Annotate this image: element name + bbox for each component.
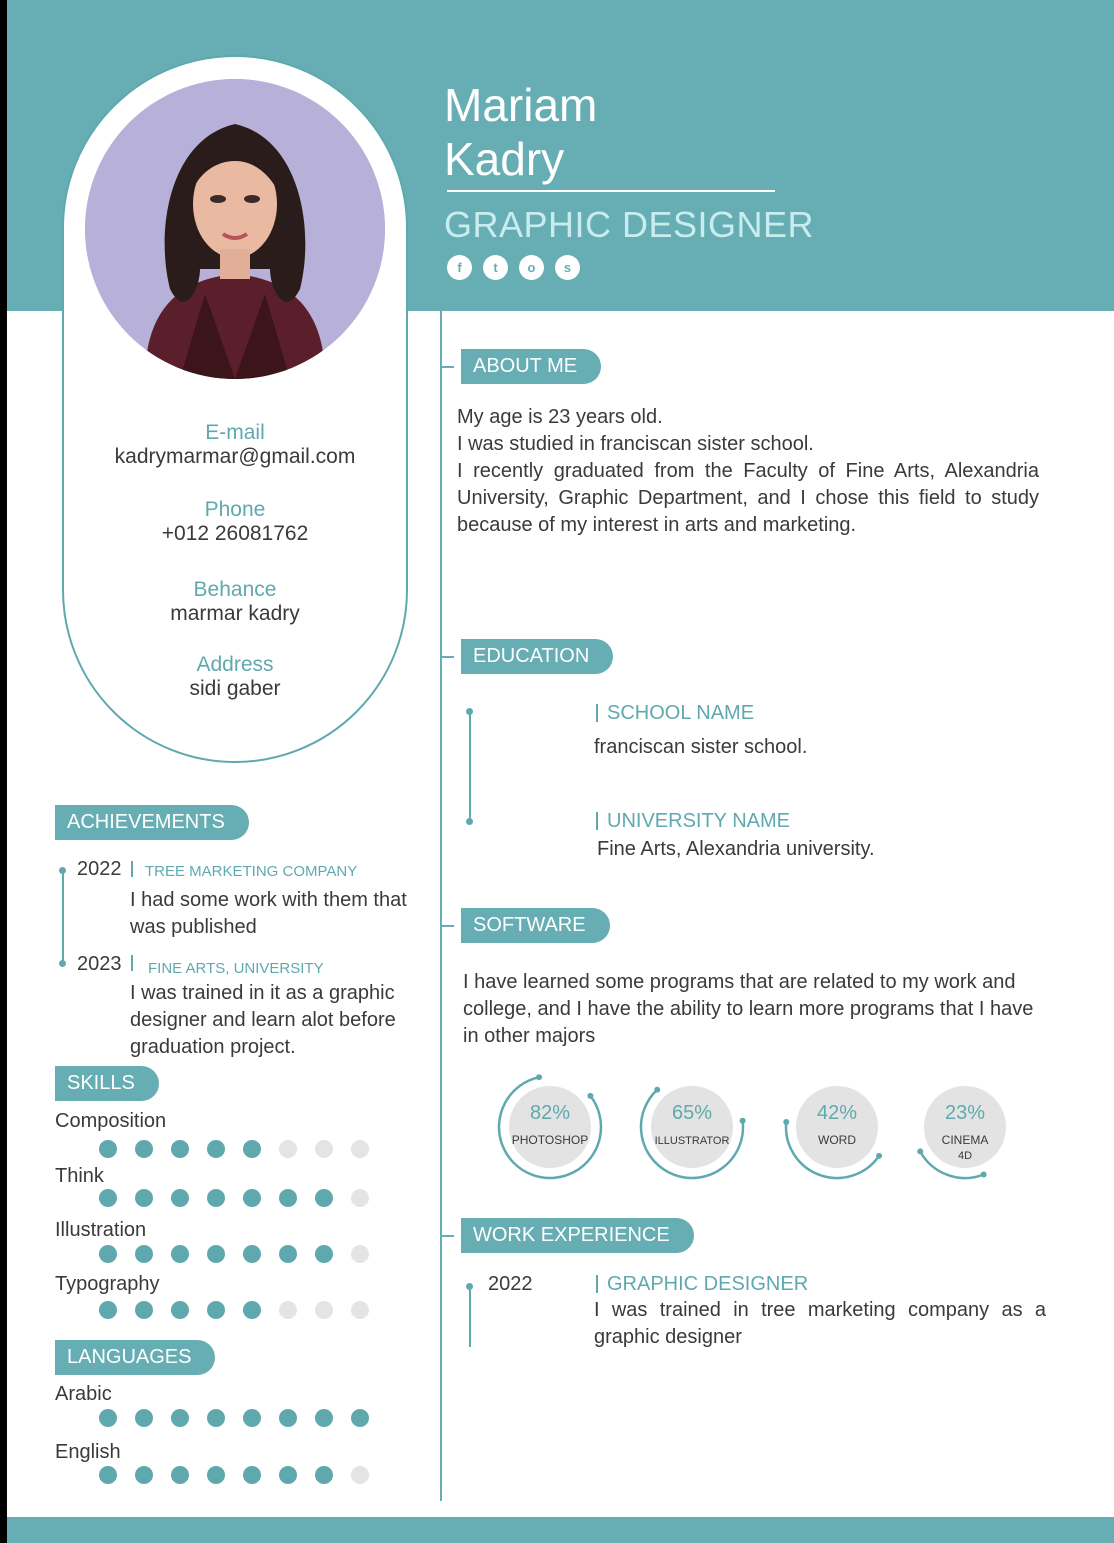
about-tick	[442, 366, 454, 368]
gauge-software-name: CINEMA	[941, 1133, 989, 1147]
email-label: E-mail	[205, 421, 265, 444]
rating-dot	[171, 1189, 189, 1207]
rating-dot	[207, 1301, 225, 1319]
gauge-end-dot	[981, 1171, 987, 1177]
language-name: English	[55, 1441, 121, 1463]
software-gauge	[782, 1072, 892, 1182]
about-line-1: My age is 23 years old.	[457, 406, 663, 428]
gauge-software-name-2: 4D	[957, 1150, 973, 1162]
rating-dot	[315, 1189, 333, 1207]
rating-dot	[99, 1189, 117, 1207]
skill-rating	[99, 1140, 369, 1158]
language-name: Arabic	[55, 1383, 112, 1405]
rating-dot	[135, 1466, 153, 1484]
rating-dot	[171, 1409, 189, 1427]
rating-dot	[135, 1189, 153, 1207]
phone-value[interactable]: +012 26081762	[161, 522, 309, 545]
rating-dot	[171, 1301, 189, 1319]
skill-name: Composition	[55, 1110, 167, 1132]
contact-email	[64, 421, 406, 469]
about-text	[457, 404, 1039, 539]
address-value: sidi gaber	[189, 677, 281, 700]
achievement-dot-2	[59, 960, 66, 967]
achievement-bar-2	[131, 955, 133, 971]
achievement-org-1: TREE MARKETING COMPANY	[145, 863, 358, 880]
gauge-end-dot	[917, 1148, 923, 1154]
software-gauge	[637, 1072, 747, 1182]
rating-dot	[135, 1140, 153, 1158]
rating-dot	[99, 1140, 117, 1158]
rating-dot	[207, 1189, 225, 1207]
gauge-percent: 42%	[816, 1102, 858, 1124]
rating-dot	[171, 1245, 189, 1263]
rating-dot	[315, 1140, 333, 1158]
contact-phone	[64, 498, 406, 546]
university-value: Fine Arts, Alexandria university.	[597, 838, 875, 860]
rating-dot	[279, 1466, 297, 1484]
rating-dot	[243, 1409, 261, 1427]
about-heading: ABOUT ME	[461, 349, 601, 384]
gauge-percent: 65%	[671, 1102, 713, 1124]
rating-dot	[99, 1301, 117, 1319]
language-rating	[99, 1466, 369, 1484]
languages-heading: LANGUAGES	[55, 1340, 215, 1375]
skills-heading: SKILLS	[55, 1066, 159, 1101]
achievement-year-2: 2023	[77, 953, 122, 975]
work-title: GRAPHIC DESIGNER	[607, 1273, 809, 1295]
social-links	[447, 255, 580, 280]
name-underline	[447, 190, 775, 192]
gauge-ring	[910, 1072, 1020, 1182]
language-rating	[99, 1409, 369, 1427]
achievement-year-1: 2022	[77, 858, 122, 880]
work-title-bar	[596, 1275, 598, 1293]
gauge-disc	[796, 1086, 878, 1168]
school-label: SCHOOL NAME	[607, 702, 755, 724]
behance-label: Behance	[193, 578, 277, 601]
rating-dot	[279, 1140, 297, 1158]
rating-dot	[207, 1245, 225, 1263]
rating-dot	[351, 1140, 369, 1158]
skill-rating	[99, 1189, 369, 1207]
rating-dot	[279, 1409, 297, 1427]
rating-dot	[135, 1245, 153, 1263]
rating-dot	[315, 1245, 333, 1263]
software-gauge	[495, 1072, 605, 1182]
rating-dot	[351, 1245, 369, 1263]
education-timeline	[469, 712, 471, 822]
rating-dot	[135, 1409, 153, 1427]
first-name: Mariam	[444, 79, 598, 131]
twitter-icon[interactable]: t	[483, 255, 508, 280]
gauge-ring	[782, 1072, 892, 1182]
email-value[interactable]: kadrymarmar@gmail.com	[114, 445, 356, 468]
rating-dot	[207, 1409, 225, 1427]
job-title: GRAPHIC DESIGNER	[444, 204, 815, 245]
education-heading: EDUCATION	[461, 639, 613, 674]
skill-name: Typography	[55, 1273, 160, 1295]
gauge-end-dot	[654, 1087, 660, 1093]
gauge-software-name: WORD	[818, 1133, 856, 1147]
gauge-end-dot	[587, 1093, 593, 1099]
rating-dot	[243, 1466, 261, 1484]
achievement-desc-2: I was trained in it as a graphic designer and learn alot before graduation project.	[130, 982, 396, 1058]
rating-dot	[279, 1301, 297, 1319]
skill-name: Think	[55, 1165, 104, 1187]
profile-photo	[85, 79, 385, 379]
rating-dot	[171, 1466, 189, 1484]
rating-dot	[279, 1245, 297, 1263]
work-year: 2022	[488, 1273, 533, 1295]
gauge-percent: 82%	[529, 1102, 571, 1124]
rating-dot	[171, 1140, 189, 1158]
skill-rating	[99, 1301, 369, 1319]
work-desc: I was trained in tree marketing company as a graphic designer	[594, 1299, 1046, 1348]
rating-dot	[243, 1140, 261, 1158]
rating-dot	[279, 1189, 297, 1207]
rating-dot	[243, 1189, 261, 1207]
rating-dot	[207, 1140, 225, 1158]
gauge-ring	[495, 1072, 605, 1182]
software-gauge	[910, 1072, 1020, 1182]
skill-name: Illustration	[55, 1219, 147, 1241]
work-timeline	[469, 1287, 471, 1347]
rating-dot	[99, 1245, 117, 1263]
rating-dot	[243, 1301, 261, 1319]
rating-dot	[99, 1466, 117, 1484]
column-divider	[440, 311, 442, 1501]
software-intro: I have learned some programs that are related to my work and college, and I have the ability to learn more programs that I have in other majors	[463, 971, 1034, 1047]
rating-dot	[351, 1466, 369, 1484]
portrait-illustration	[85, 79, 385, 379]
behance-value[interactable]: marmar kadry	[170, 602, 300, 625]
achievement-org-2: FINE ARTS, UNIVERSITY	[148, 960, 324, 977]
rating-dot	[99, 1409, 117, 1427]
software-heading: SOFTWARE	[461, 908, 610, 943]
gauge-end-dot	[536, 1074, 542, 1080]
contact-address	[64, 653, 406, 701]
about-line-3: I recently graduated from the Faculty of Fine Arts, Alexandria University, Graphic Department, and I chose this field to study because of my interest in arts and marketing.	[457, 460, 1039, 536]
contact-behance	[64, 578, 406, 626]
achievement-desc-1: I had some work with them that was published	[130, 889, 407, 938]
work-heading: WORK EXPERIENCE	[461, 1218, 694, 1253]
phone-label: Phone	[204, 498, 266, 521]
rating-dot	[351, 1189, 369, 1207]
gauge-end-dot	[740, 1118, 746, 1124]
facebook-icon[interactable]: f	[447, 255, 472, 280]
software-tick	[442, 925, 454, 927]
gauge-software-name: PHOTOSHOP	[511, 1133, 589, 1147]
gauge-software-name: ILLUSTRATOR	[654, 1135, 730, 1147]
rating-dot	[207, 1466, 225, 1484]
achievement-bar-1	[131, 861, 133, 877]
university-label: UNIVERSITY NAME	[607, 810, 790, 832]
education-dot-2	[466, 818, 473, 825]
rating-dot	[243, 1245, 261, 1263]
rating-dot	[315, 1466, 333, 1484]
education-tick	[442, 656, 454, 658]
rating-dot	[315, 1301, 333, 1319]
gauge-percent: 23%	[944, 1102, 986, 1124]
work-tick	[442, 1235, 454, 1237]
rating-dot	[351, 1301, 369, 1319]
footer-band	[7, 1517, 1114, 1543]
rating-dot	[351, 1409, 369, 1427]
achievements-heading: ACHIEVEMENTS	[55, 805, 249, 840]
instagram-icon[interactable]: o	[519, 255, 544, 280]
gauge-disc	[509, 1086, 591, 1168]
last-name: Kadry	[444, 133, 565, 185]
resume-page	[7, 0, 1114, 1543]
rating-dot	[135, 1301, 153, 1319]
rating-dot	[315, 1409, 333, 1427]
gauge-end-dot	[876, 1153, 882, 1159]
school-label-bar	[596, 704, 598, 722]
skype-icon[interactable]: s	[555, 255, 580, 280]
about-line-2: I was studied in franciscan sister school.	[457, 433, 814, 455]
school-value: franciscan sister school.	[594, 736, 808, 758]
address-label: Address	[196, 653, 274, 676]
achievements-timeline	[62, 871, 64, 963]
gauge-ring	[637, 1072, 747, 1182]
university-label-bar	[596, 812, 598, 830]
gauge-end-dot	[783, 1119, 789, 1125]
gauge-disc	[651, 1086, 733, 1168]
skill-rating	[99, 1245, 369, 1263]
